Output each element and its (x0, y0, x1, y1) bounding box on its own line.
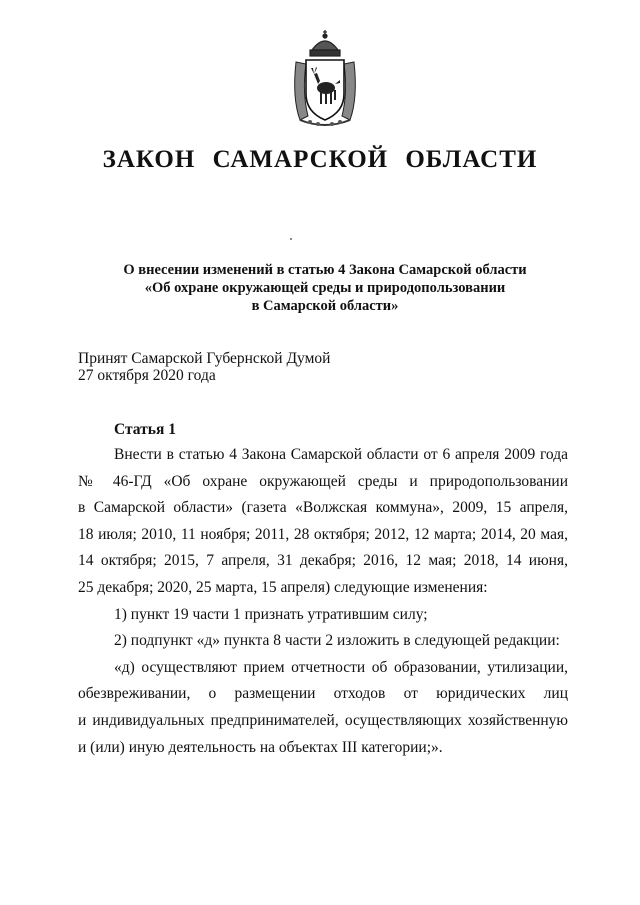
body-line: 25 декабря; 2020, 25 марта, 15 апреля) следующие изменения: (78, 578, 488, 596)
adoption-date: 27 октября 2020 года (78, 367, 216, 384)
law-title: ЗАКОН САМАРСКОЙ ОБЛАСТИ (102, 146, 538, 173)
body-line: в Самарской области» (газета «Волжская коммуна», 2009, 15 апреля, (78, 499, 568, 517)
body-line: Внести в статью 4 Закона Самарской области от 6 апреля 2009 года (114, 446, 568, 463)
adoption-body: Принят Самарской Губернской Думой (78, 350, 331, 367)
scan-speck (290, 238, 292, 240)
body-line: и (или) иную деятельность на объектах III категории;». (78, 738, 443, 756)
body-line: «д) осуществляют прием отчетности об образовании, утилизации, (114, 658, 568, 676)
body-line: 14 октября; 2015, 7 апреля, 31 декабря; 2016, 12 мая; 2018, 14 июня, (78, 552, 568, 570)
subject-line: «Об охране окружающей среды и природопользовании (144, 280, 506, 296)
body-line: 2) подпункт «д» пункта 8 части 2 изложить в следующей редакции: (114, 632, 560, 650)
body-line: обезвреживании, о размещении отходов от юридических лиц (78, 685, 568, 703)
body-line: 18 июля; 2010, 11 ноября; 2011, 28 октября; 2012, 12 марта; 2014, 20 мая, (78, 525, 568, 543)
adoption-info (78, 350, 330, 384)
coat-of-arms-emblem (290, 28, 360, 128)
body-line: № 46-ГД «Об охране окружающей среды и природопользовании (78, 472, 568, 490)
article-body (78, 442, 568, 761)
subject-line: в Самарской области» (251, 298, 399, 314)
law-subject (80, 261, 570, 315)
article-heading: Статья 1 (114, 421, 176, 438)
subject-line: О внесении изменений в статью 4 Закона Самарской области (123, 262, 527, 278)
body-line: 1) пункт 19 части 1 признать утратившим силу; (114, 605, 428, 623)
body-line: и индивидуальных предпринимателей, осуществляющих хозяйственную (78, 711, 568, 729)
